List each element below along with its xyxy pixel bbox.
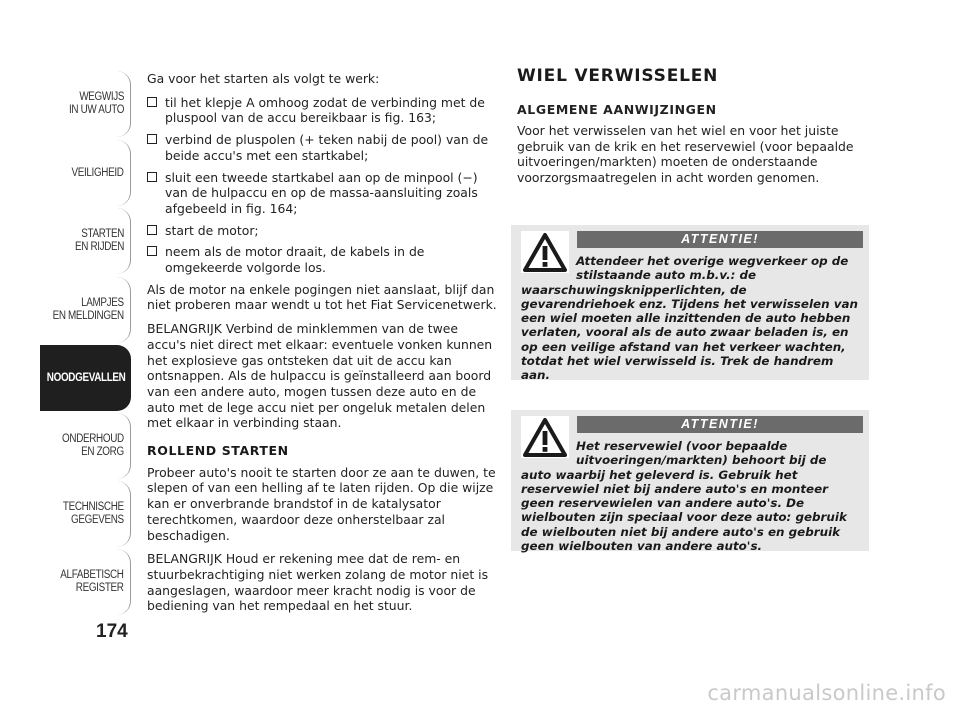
paragraph: Probeer auto's nooit te starten door ze aan te duwen, te slepen of van een helling af te laten rijden. Op die wijze kan er onverbrande brandstof in de katalysator terechtkomen, waardoor deze onherstelbaar zal beschadigen. xyxy=(147,464,496,543)
checkbox-bullet-icon xyxy=(147,97,157,107)
checkbox-bullet-icon xyxy=(147,225,157,235)
tab-veiligheid[interactable]: VEILIGHEID xyxy=(40,140,131,206)
warning-text: Attendeer het overige wegverkeer op de stilstaande auto m.b.v.: de waarschuwingsknipperlichten, de gevarendriehoek enz. Tijdens het verwisselen van een wiel moeten alle inzittenden de auto hebben verlaten, vooral als de auto zwaar beladen is, en op een veilige afstand van het verkeer wachten, totdat het wiel verwisseld is. Trek de handrem aan. xyxy=(521,254,858,383)
tab-noodgevallen[interactable]: NOODGEVALLEN xyxy=(40,345,131,411)
list-item: start de motor; xyxy=(147,223,497,239)
left-column xyxy=(147,71,497,622)
tab-technische[interactable]: TECHNISCHE GEGEVENS xyxy=(40,481,131,547)
list-item: til het klepje A omhoog zodat de verbinding met de pluspool van de accu bereikbaar is fig. 163; xyxy=(147,95,497,126)
right-column xyxy=(517,66,869,186)
checkbox-bullet-icon xyxy=(147,172,157,182)
warning-label: ATTENTIE! xyxy=(577,416,863,433)
tab-lampjes[interactable]: LAMPJES EN MELDINGEN xyxy=(40,277,131,343)
tab-starten[interactable]: STARTEN EN RIJDEN xyxy=(40,208,131,274)
chapter-tabs xyxy=(0,0,140,709)
paragraph: Als de motor na enkele pogingen niet aanslaat, blijf dan niet proberen maar wendt u tot het Fiat Servicenetwerk. xyxy=(147,281,497,313)
paragraph: BELANGRIJK Verbind de minklemmen van de twee accu's niet direct met elkaar: eventuele vonken kunnen het explosieve gas ontsteken dat uit de accu kan ontsnappen. Als de hulpaccu is geïnstalleerd aan boord van een andere auto, mogen tussen deze auto en de auto met de lege accu niet per ongeluk metalen delen met elkaar in verbinding staan. xyxy=(147,321,493,431)
warning-text: Het reservewiel (voor bepaalde uitvoeringen/markten) behoort bij de auto waarbij het geleverd is. Gebruik het reservewiel niet bij andere auto's en monteer geen reservewielen van andere auto's. De wielbouten zijn speciaal voor deze auto: gebruik de wielbouten niet bij andere auto's en gebruik geen wielbouten van andere auto's. xyxy=(521,439,847,554)
intro-paragraph: Voor het verwisselen van het wiel en voor het juiste gebruik van de krik en het reservewiel (voor bepaalde uitvoeringen/markten) moeten de onderstaande voorzorgsmaatregelen in acht worden genomen. xyxy=(517,123,854,186)
tab-alfabetisch[interactable]: ALFABETISCH REGISTER xyxy=(40,549,131,615)
list-item: sluit een tweede startkabel aan op de minpool (−) van de hulpaccu en op de massa-aansluiting zoals afgebeeld in fig. 164; xyxy=(147,170,497,217)
warning-box xyxy=(511,410,869,554)
checkbox-bullet-icon xyxy=(147,134,157,144)
section-subtitle: ALGEMENE AANWIJZINGEN xyxy=(517,102,717,117)
step-list xyxy=(147,95,497,276)
intro-text: Ga voor het starten als volgt te werk: xyxy=(147,71,380,86)
tab-onderhoud[interactable]: ONDERHOUD EN ZORG xyxy=(40,413,131,479)
paragraph: BELANGRIJK Houd er rekening mee dat de rem- en stuurbekrachtiging niet werken zolang de motor niet is aangeslagen, waardoor meer kracht nodig is voor de bediening van het rempedaal en het stuur. xyxy=(147,551,489,614)
warning-box xyxy=(511,225,869,383)
section-heading: ROLLEND STARTEN xyxy=(147,443,289,459)
checkbox-bullet-icon xyxy=(147,246,157,256)
warning-label: ATTENTIE! xyxy=(577,231,863,248)
list-item: neem als de motor draait, de kabels in de omgekeerde volgorde los. xyxy=(147,244,497,275)
page-number: 174 xyxy=(96,621,128,642)
watermark: carmanualsonline.info xyxy=(707,681,946,705)
list-item: verbind de pluspolen (+ teken nabij de pool) van de beide accu's met een startkabel; xyxy=(147,132,497,163)
page-title: WIEL VERWISSELEN xyxy=(517,66,719,86)
tab-wegwijs[interactable]: WEGWIJS IN UW AUTO xyxy=(40,71,131,137)
